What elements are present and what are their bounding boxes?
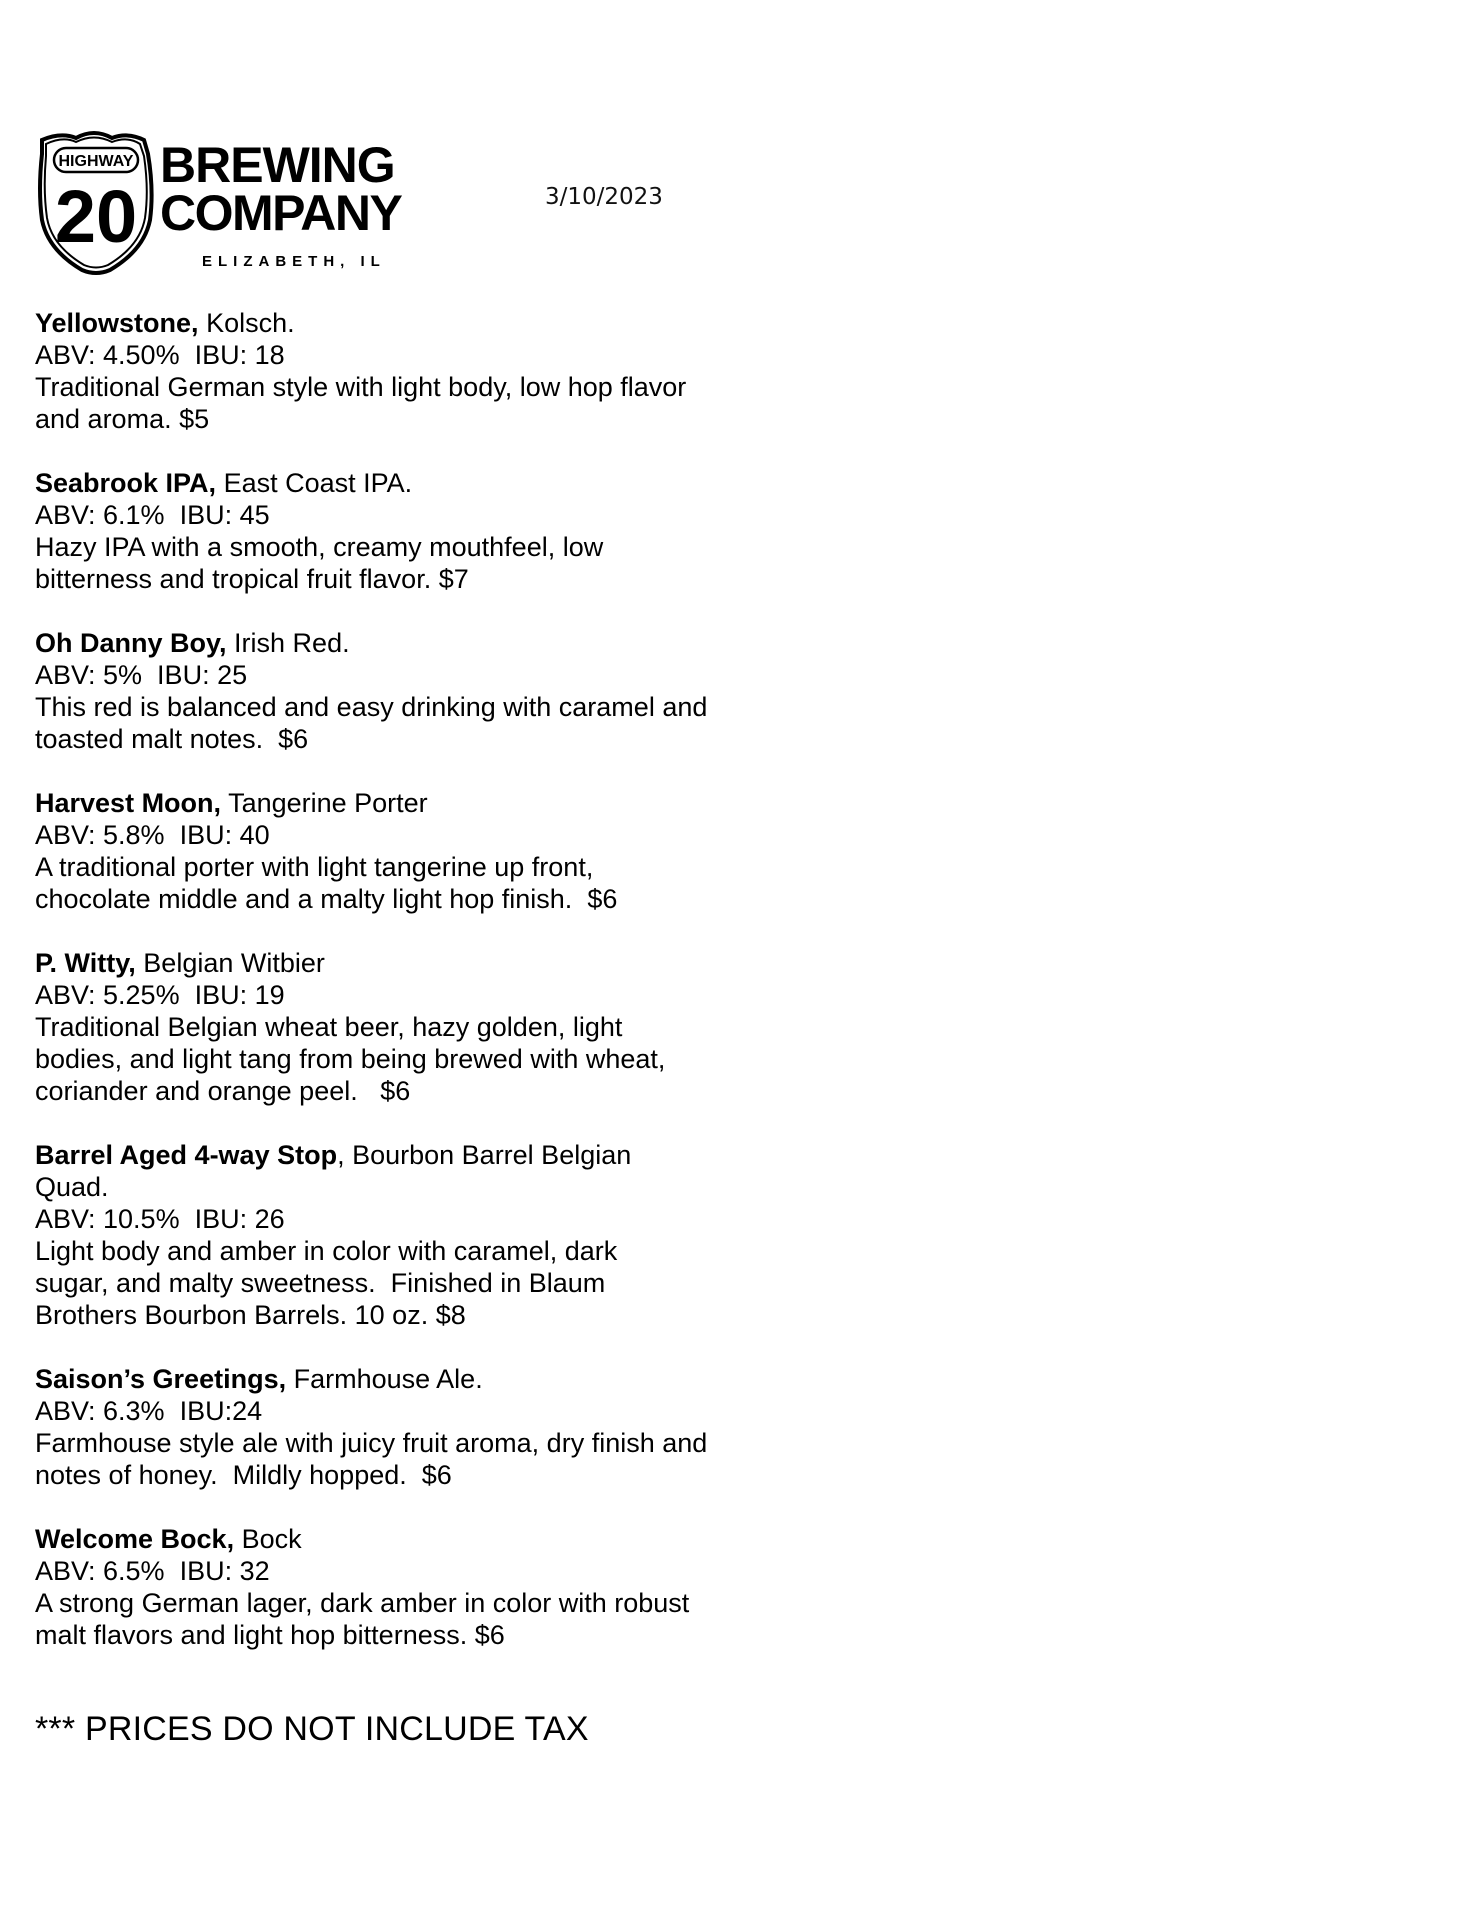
beer-title-line	[35, 627, 755, 659]
beer-description-line: This red is balanced and easy drinking with caramel and	[35, 692, 708, 722]
logo-location: ELIZABETH, IL	[202, 253, 386, 270]
beer-description-line: Traditional Belgian wheat beer, hazy golden, light	[35, 1012, 623, 1042]
beer-title-line	[35, 787, 755, 819]
beer-style: , Bourbon Barrel Belgian	[337, 1140, 632, 1170]
beer-description-line: Light body and amber in color with caramel, dark	[35, 1236, 618, 1266]
beer-title-line	[35, 1139, 755, 1171]
beer-description-line: chocolate middle and a malty light hop finish. $6	[35, 884, 618, 914]
beer-style: Farmhouse Ale.	[293, 1364, 483, 1394]
beer-stats: ABV: 5.8% IBU: 40	[35, 820, 270, 850]
beer-description-line: coriander and orange peel. $6	[35, 1076, 411, 1106]
beer-description-line: Brothers Bourbon Barrels. 10 oz. $8	[35, 1300, 466, 1330]
beer-description-line: bitterness and tropical fruit flavor. $7	[35, 564, 469, 594]
beer-title-line	[35, 307, 755, 339]
beer-style: Irish Red.	[234, 628, 350, 658]
beer-description-line: notes of honey. Mildly hopped. $6	[35, 1460, 452, 1490]
beer-description-line: bodies, and light tang from being brewed with wheat,	[35, 1044, 666, 1074]
beer-item	[35, 467, 755, 595]
beer-item	[35, 627, 755, 755]
beer-name: Harvest Moon,	[35, 788, 222, 818]
beer-stats: ABV: 4.50% IBU: 18	[35, 340, 285, 370]
beer-description-line: and aroma. $5	[35, 404, 210, 434]
beer-style: Kolsch.	[206, 308, 295, 338]
tax-notice: *** PRICES DO NOT INCLUDE TAX	[35, 1710, 589, 1748]
beer-item	[35, 787, 755, 915]
beer-description-line: Traditional German style with light body, low hop flavor	[35, 372, 687, 402]
beer-name: P. Witty,	[35, 948, 136, 978]
beer-description-line: A traditional porter with light tangerine up front,	[35, 852, 594, 882]
beer-name: Saison’s Greetings,	[35, 1364, 287, 1394]
beer-list	[35, 307, 755, 1683]
beer-style: Bock	[241, 1524, 302, 1554]
beer-stats: ABV: 6.1% IBU: 45	[35, 500, 270, 530]
beer-stats: ABV: 5.25% IBU: 19	[35, 980, 285, 1010]
beer-description-line: Hazy IPA with a smooth, creamy mouthfeel, low	[35, 532, 604, 562]
beer-name: Seabrook IPA,	[35, 468, 217, 498]
logo-graphic	[36, 130, 456, 280]
beer-stats: ABV: 6.3% IBU:24	[35, 1396, 263, 1426]
logo-highway-text: HIGHWAY	[58, 153, 134, 170]
beer-item	[35, 307, 755, 435]
beer-stats: ABV: 10.5% IBU: 26	[35, 1204, 285, 1234]
beer-style: East Coast IPA.	[223, 468, 413, 498]
beer-description-line: toasted malt notes. $6	[35, 724, 309, 754]
beer-name: Yellowstone,	[35, 308, 199, 338]
beer-style: Belgian Witbier	[143, 948, 325, 978]
brewery-logo	[36, 130, 456, 280]
beer-item	[35, 947, 755, 1107]
beer-stats: ABV: 5% IBU: 25	[35, 660, 248, 690]
beer-name: Welcome Bock,	[35, 1524, 235, 1554]
beer-item	[35, 1363, 755, 1491]
logo-line1: BREWING	[160, 137, 395, 193]
logo-shield-number: 20	[54, 175, 138, 258]
logo-line2: COMPANY	[160, 185, 402, 241]
beer-title-line	[35, 1523, 755, 1555]
beer-name: Barrel Aged 4-way Stop	[35, 1140, 338, 1170]
beer-title-line	[35, 467, 755, 499]
menu-date: 3/10/2023	[545, 184, 663, 210]
beer-description-line: malt flavors and light hop bitterness. $6	[35, 1620, 505, 1650]
beer-title-line	[35, 1363, 755, 1395]
beer-item	[35, 1523, 755, 1651]
beer-stats: ABV: 6.5% IBU: 32	[35, 1556, 270, 1586]
beer-description-line: sugar, and malty sweetness. Finished in Blaum	[35, 1268, 606, 1298]
beer-description-line: A strong German lager, dark amber in color with robust	[35, 1588, 690, 1618]
beer-style: Tangerine Porter	[228, 788, 428, 818]
beer-description-line: Farmhouse style ale with juicy fruit aroma, dry finish and	[35, 1428, 708, 1458]
beer-title-line	[35, 947, 755, 979]
beer-name: Oh Danny Boy,	[35, 628, 227, 658]
beer-item	[35, 1139, 755, 1331]
beer-style-continued: Quad.	[35, 1172, 109, 1202]
